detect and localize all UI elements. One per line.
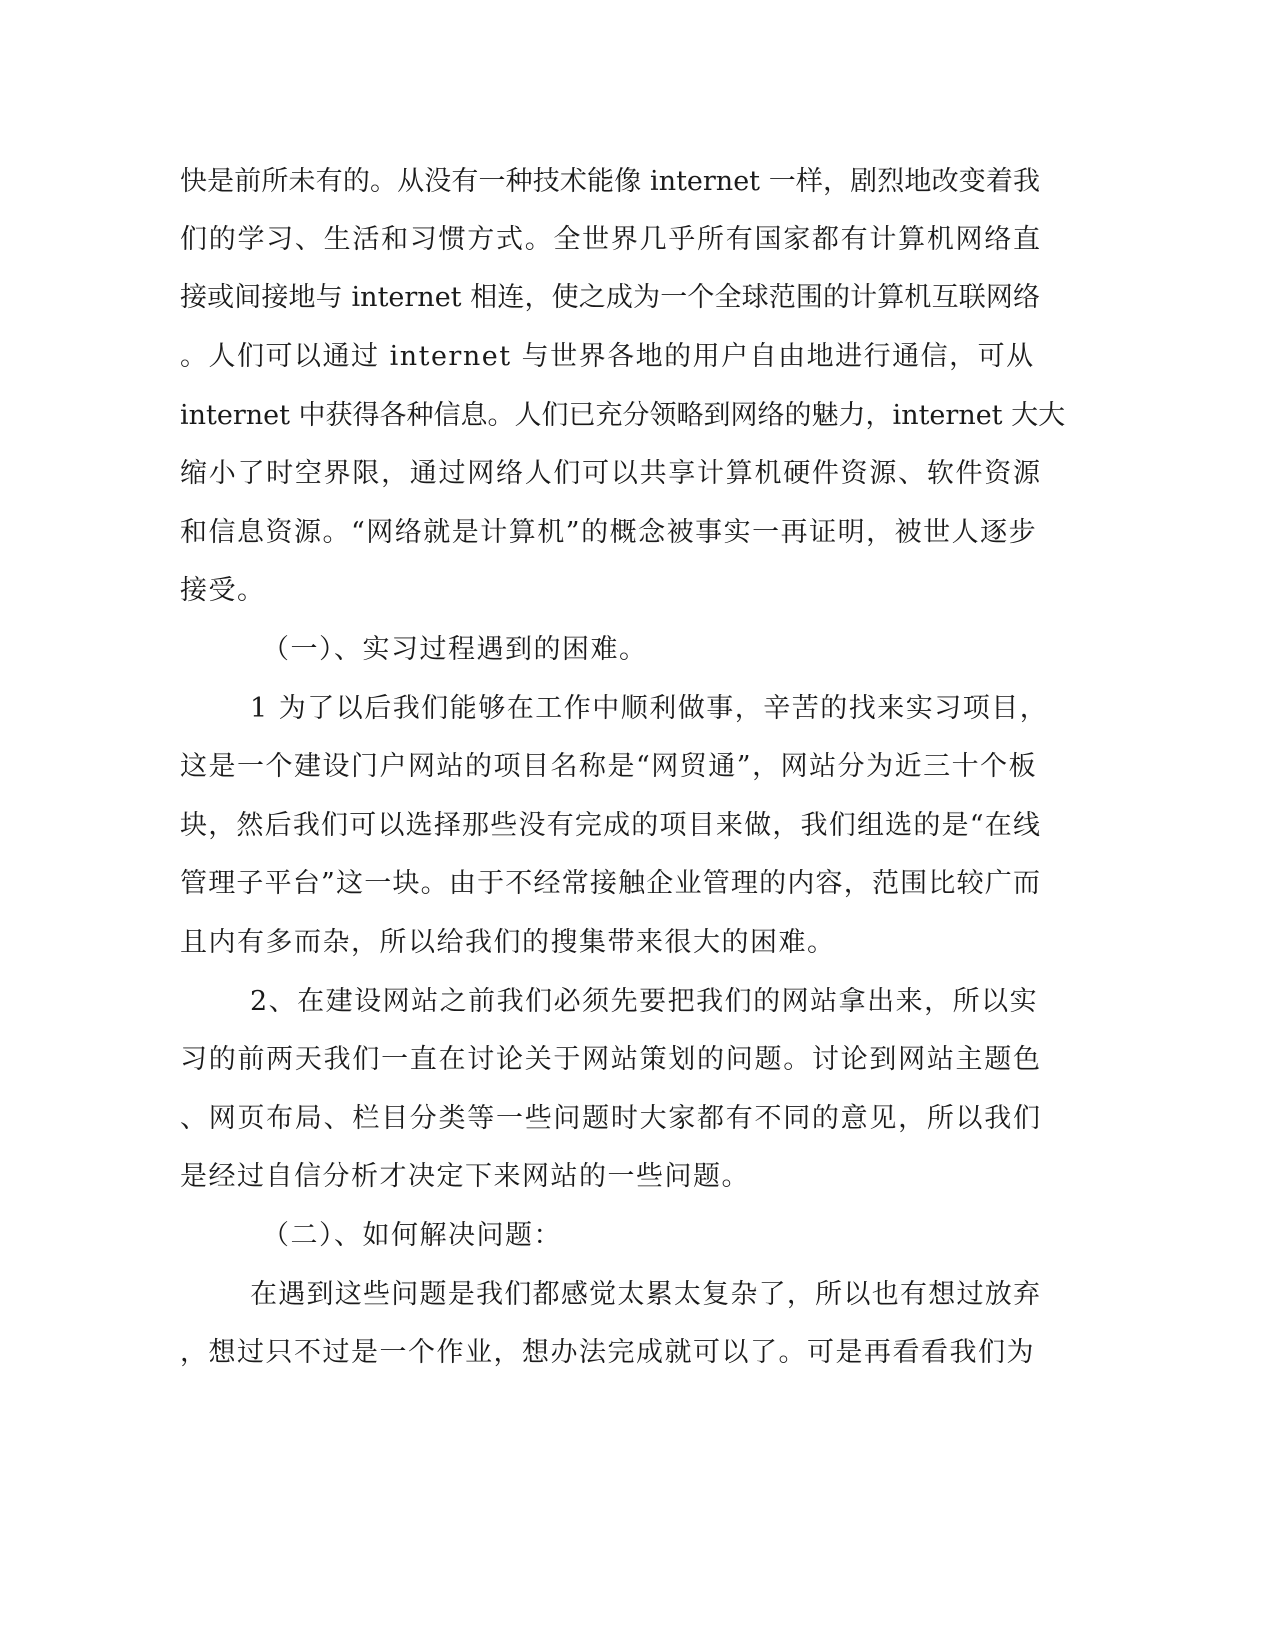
section-heading: （二）、如何解决问题： bbox=[262, 1220, 562, 1251]
body-text-line: 这是一个建设门户网站的项目名称是“网贸通”，网站分为近三十个板 bbox=[180, 751, 1038, 782]
body-text-line: 接受。 bbox=[180, 575, 266, 606]
section-heading: （一）、实习过程遇到的困难。 bbox=[262, 634, 648, 665]
body-text-line: 1 为了以后我们能够在工作中顺利做事，辛苦的找来实习项目， bbox=[250, 693, 1049, 724]
body-text-line: 快是前所未有的。从没有一种技术能像 internet 一样，剧烈地改变着我 bbox=[180, 166, 1040, 197]
body-text-line: ，想过只不过是一个作业，想办法完成就可以了。可是再看看我们为 bbox=[180, 1337, 1035, 1368]
body-text-line: 。人们可以通过 internet 与世界各地的用户自由地进行通信，可从 bbox=[180, 341, 1035, 372]
body-text-line: 是经过自信分析才决定下来网站的一些问题。 bbox=[180, 1161, 750, 1192]
body-text-line: 习的前两天我们一直在讨论关于网站策划的问题。讨论到网站主题色 bbox=[180, 1044, 1040, 1075]
body-text-line: internet 中获得各种信息。人们已充分领略到网络的魅力，internet 大大 bbox=[180, 400, 1066, 431]
body-text-line: 且内有多而杂，所以给我们的搜集带来很大的困难。 bbox=[180, 927, 836, 958]
body-text-line: 在遇到这些问题是我们都感觉太累太复杂了，所以也有想过放弃 bbox=[250, 1279, 1040, 1310]
body-text-line: 缩小了时空界限，通过网络人们可以共享计算机硬件资源、软件资源 bbox=[180, 458, 1040, 489]
body-text-line: 2、在建设网站之前我们必须先要把我们的网站拿出来，所以实 bbox=[250, 986, 1039, 1017]
body-text-line: 块，然后我们可以选择那些没有完成的项目来做，我们组选的是“在线 bbox=[180, 810, 1040, 841]
body-text-line: 们的学习、生活和习惯方式。全世界几乎所有国家都有计算机网络直 bbox=[180, 224, 1040, 255]
body-text-line: 管理子平台”这一块。由于不经常接触企业管理的内容，范围比较广而 bbox=[180, 868, 1040, 899]
body-text-line: 接或间接地与 internet 相连，使之成为一个全球范围的计算机互联网络 bbox=[180, 282, 1040, 313]
body-text-line: 和信息资源。“网络就是计算机”的概念被事实一再证明，被世人逐步 bbox=[180, 517, 1038, 548]
body-text-line: 、网页布局、栏目分类等一些问题时大家都有不同的意见，所以我们 bbox=[180, 1103, 1040, 1134]
